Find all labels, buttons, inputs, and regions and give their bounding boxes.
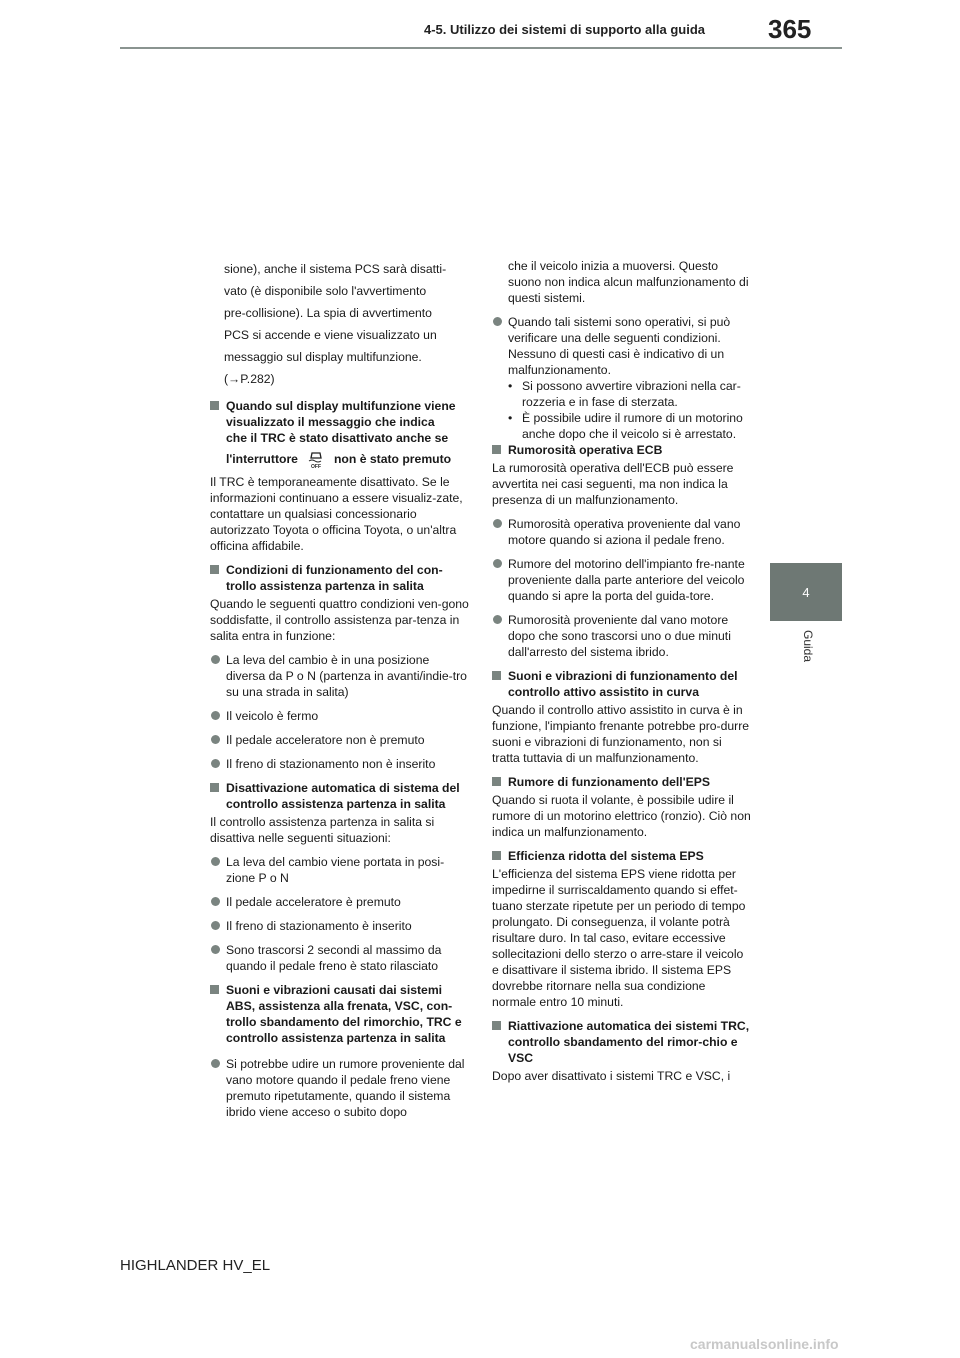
section-heading: Condizioni di funzionamento del con-trollo assistenza partenza in salita xyxy=(210,562,470,594)
text-line: messaggio sul display multifunzione. xyxy=(224,350,422,364)
round-bullet-icon xyxy=(211,945,220,954)
paragraph: Quando si ruota il volante, è possibile udire il rumore di un motorino elettrico (ronzio). Ciò non indica un malfunzionamento. xyxy=(492,793,751,839)
sub-list-item: • È possibile udire il rumore di un motorino anche dopo che il veicolo si è arrestato. xyxy=(508,411,743,441)
list-item: Quando tali sistemi sono operativi, si può verificare una delle seguenti condizioni. Nessuno di questi casi è indicativo di un malfunzionamento. xyxy=(492,314,752,378)
round-bullet-icon xyxy=(211,921,220,930)
header-divider xyxy=(120,47,842,49)
list-item: Rumorosità operativa proveniente dal vano motore quando si aziona il pedale freno. xyxy=(492,516,752,548)
vsc-off-icon xyxy=(306,451,326,469)
paragraph-continuation: che il veicolo inizia a muoversi. Questo suono non indica alcun malfunzionamento di questi sistemi. xyxy=(508,259,749,305)
square-bullet-icon xyxy=(210,783,219,792)
list-item: Il pedale acceleratore non è premuto xyxy=(210,732,470,748)
round-bullet-icon xyxy=(211,655,220,664)
text-line: PCS si accende e viene visualizzato un xyxy=(224,328,437,342)
paragraph: Quando il controllo attivo assistito in curva è in funzione, l'impianto frenante potrebbe pro-durre suoni e vibrazioni di funzionamento, non si tratta tuttavia di un malfunzionamento. xyxy=(492,703,750,765)
section-heading: Suoni e vibrazioni causati dai sistemi ABS, assistenza alla frenata, VSC, con-trollo sbandamento del rimorchio, TRC e controllo assistenza partenza in salita xyxy=(210,982,470,1046)
square-bullet-icon xyxy=(210,565,219,574)
left-column xyxy=(210,258,470,1128)
list-item: La leva del cambio viene portata in posi-zione P o N xyxy=(210,854,470,886)
square-bullet-icon xyxy=(492,851,501,860)
round-bullet-icon xyxy=(493,559,502,568)
text-line: sione), anche il sistema PCS sarà disatti- xyxy=(224,262,447,276)
square-bullet-icon xyxy=(492,671,501,680)
round-bullet-icon xyxy=(211,897,220,906)
heading-line: Quando sul display multifunzione viene xyxy=(226,399,456,413)
list-item: Il freno di stazionamento non è inserito xyxy=(210,756,470,772)
section-heading: Rumore di funzionamento dell'EPS xyxy=(492,774,752,790)
chapter-label: Guida xyxy=(801,630,815,663)
small-bullet-icon: • xyxy=(508,411,513,425)
section-heading xyxy=(210,398,470,472)
list-item: Si potrebbe udire un rumore proveniente dal vano motore quando il pedale freno viene premuto ripetutamente, quando il sistema ibrido viene acceso o subito dopo xyxy=(210,1056,470,1120)
section-heading: Riattivazione automatica dei sistemi TRC, controllo sbandamento del rimor-chio e VSC xyxy=(492,1018,752,1066)
paragraph: Quando le seguenti quattro condizioni ven-gono soddisfatte, il controllo assistenza par-tenza in salita entra in funzione: xyxy=(210,597,469,643)
round-bullet-icon xyxy=(211,735,220,744)
heading-line xyxy=(226,446,470,472)
text-line: pre-collisione). La spia di avvertimento xyxy=(224,306,432,320)
heading-text: non è stato premuto xyxy=(333,452,452,466)
intro-continuation xyxy=(210,258,470,390)
square-bullet-icon xyxy=(210,985,219,994)
paragraph: L'efficienza del sistema EPS viene ridotta per impedirne il surriscaldamento quando si effet-tuano sterzate ripetute per un periodo di tempo prolungato. Di conseguenza, il volante potrà risultare duro. In tal caso, evitare eccessive sollecitazioni dello sterzo o arre-stare il veicolo e disattivare il sistema ibrido. Il sistema EPS dovrebbe ritornare nella sua condizione normale entro 10 minuti. xyxy=(492,867,746,1009)
round-bullet-icon xyxy=(211,711,220,720)
page-number: 365 xyxy=(768,14,812,44)
list-item: La leva del cambio è in una posizione diversa da P o N (partenza in avanti/indie-tro su una strada in salita) xyxy=(210,652,470,700)
square-bullet-icon xyxy=(210,401,219,410)
right-column xyxy=(492,258,752,1092)
watermark: carmanualsonline.info xyxy=(690,1336,839,1352)
heading-text: l'interruttore xyxy=(226,452,298,466)
round-bullet-icon xyxy=(211,1059,220,1068)
round-bullet-icon xyxy=(493,615,502,624)
list-item: Il veicolo è fermo xyxy=(210,708,470,724)
chapter-number: 4 xyxy=(802,584,810,600)
svg-text:OFF: OFF xyxy=(310,463,321,469)
text-line: vato (è disponibile solo l'avvertimento xyxy=(224,284,427,298)
section-title: 4-5. Utilizzo dei sistemi di supporto alla guida xyxy=(424,22,705,37)
section-heading: Rumorosità operativa ECB xyxy=(492,442,752,458)
section-heading: Efficienza ridotta del sistema EPS xyxy=(492,848,752,864)
section-heading: Suoni e vibrazioni di funzionamento del controllo attivo assistito in curva xyxy=(492,668,752,700)
round-bullet-icon xyxy=(211,759,220,768)
round-bullet-icon xyxy=(493,519,502,528)
square-bullet-icon xyxy=(492,1021,501,1030)
small-bullet-icon: • xyxy=(508,379,513,393)
list-item: Rumore del motorino dell'impianto fre-nante proveniente dalla parte anteriore del veicolo quando si apre la porta del guida-tore. xyxy=(492,556,752,604)
paragraph: La rumorosità operativa dell'ECB può essere avvertita nei casi seguenti, ma non indica la presenza di un malfunzionamento. xyxy=(492,461,734,507)
list-item: Sono trascorsi 2 secondi al massimo da quando il pedale freno è stato rilasciato xyxy=(210,942,470,974)
page-reference[interactable]: (→P.282) xyxy=(224,372,275,386)
sub-list-item: • Si possono avvertire vibrazioni nella car-rozzeria e in fase di sterzata. xyxy=(508,379,741,409)
paragraph: Il TRC è temporaneamente disattivato. Se le informazioni continuano a essere visualiz-zate, contattare un qualsiasi concessionario autorizzato Toyota o officina Toyota, o un'altra officina affidabile. xyxy=(210,475,463,553)
chapter-tab[interactable] xyxy=(770,563,842,621)
list-item: Rumorosità proveniente dal vano motore dopo che sono trascorsi uno o due minuti dall'arresto del sistema ibrido. xyxy=(492,612,752,660)
list-item: Il pedale acceleratore è premuto xyxy=(210,894,470,910)
heading-line: visualizzato il messaggio che indica xyxy=(226,415,435,429)
list-item: Il freno di stazionamento è inserito xyxy=(210,918,470,934)
section-heading: Disattivazione automatica di sistema del controllo assistenza partenza in salita xyxy=(210,780,470,812)
round-bullet-icon xyxy=(493,317,502,326)
footer-model: HIGHLANDER HV_EL xyxy=(120,1257,271,1274)
paragraph: Dopo aver disattivato i sistemi TRC e VSC, i xyxy=(492,1069,731,1083)
square-bullet-icon xyxy=(492,777,501,786)
round-bullet-icon xyxy=(211,857,220,866)
heading-line: che il TRC è stato disattivato anche se xyxy=(226,431,449,445)
paragraph: Il controllo assistenza partenza in salita si disattiva nelle seguenti situazioni: xyxy=(210,815,435,845)
square-bullet-icon xyxy=(492,445,501,454)
